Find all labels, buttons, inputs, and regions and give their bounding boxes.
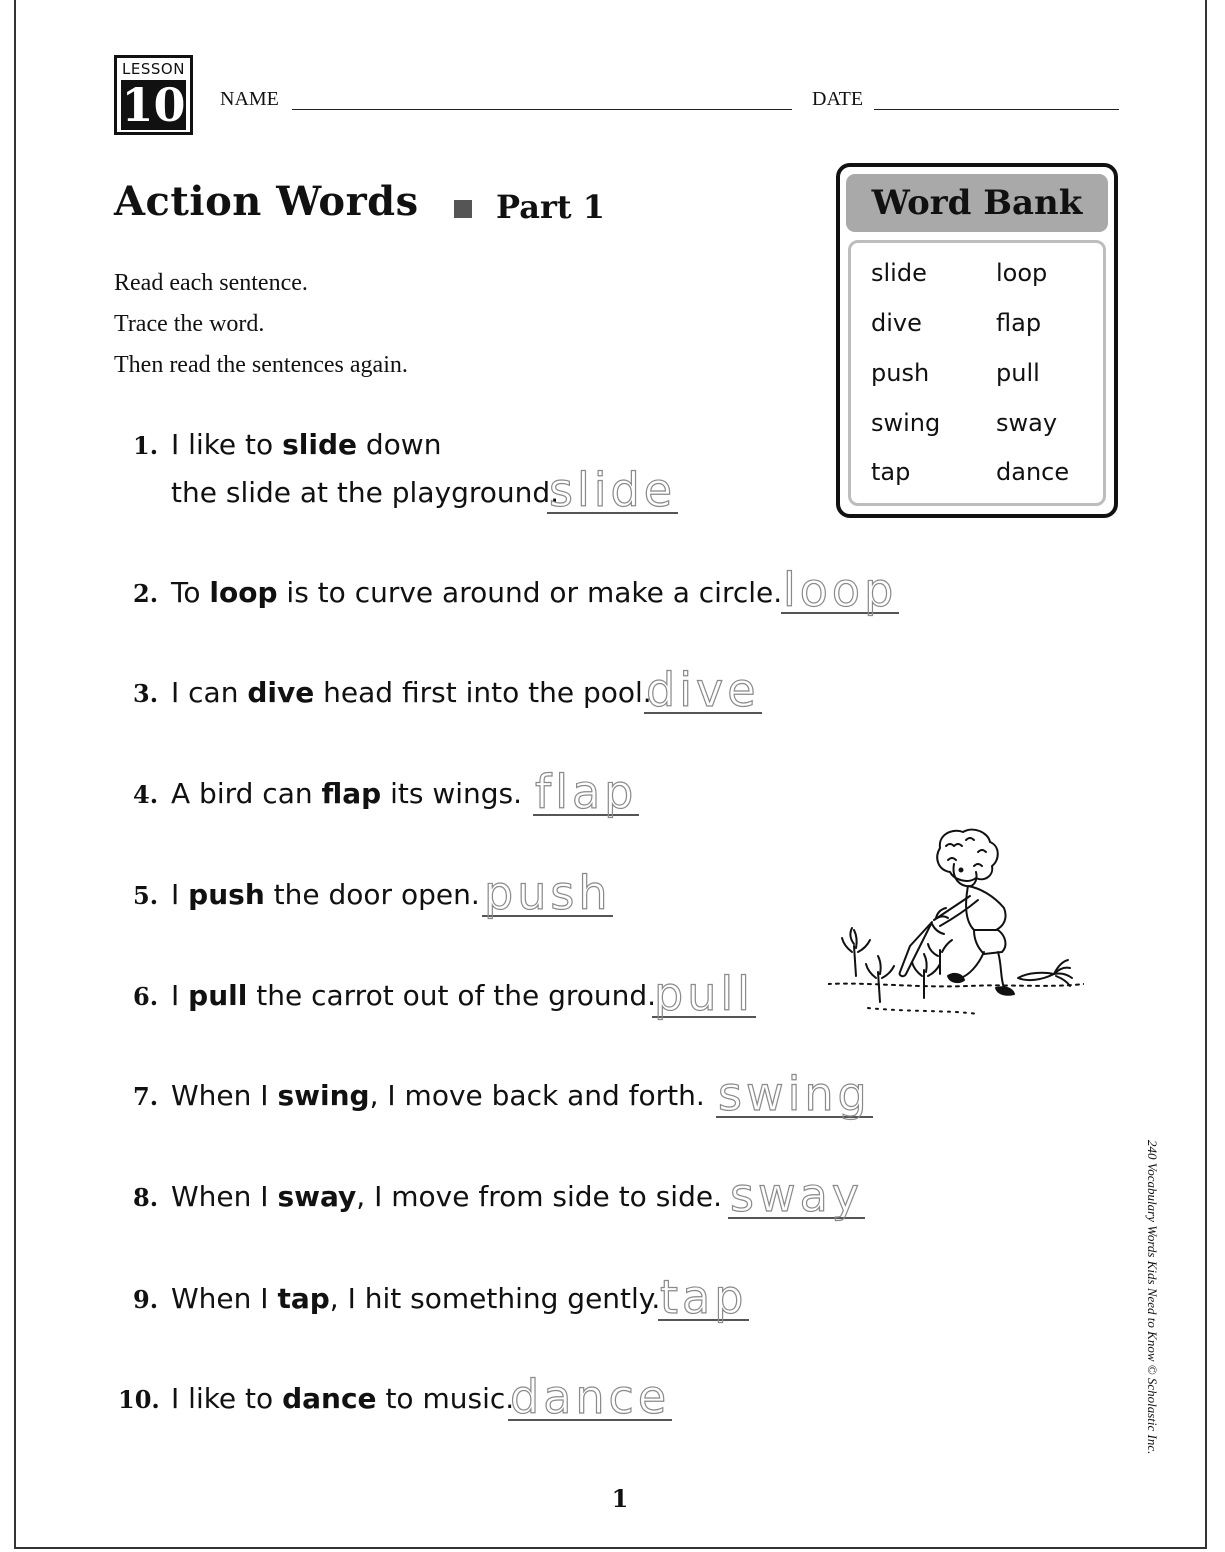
word-bank-word: pull [996,359,1040,387]
target-word: swing [277,1079,370,1112]
sentence-5 [133,878,480,911]
sentence-number: 1. [133,431,159,460]
date-label: DATE [812,88,864,110]
sentence-text: to music. [376,1382,515,1415]
sentence-10 [118,1382,514,1415]
sentence-number: 10. [118,1385,160,1414]
word-bank-list [848,240,1106,506]
word-bank-title: Word Bank [846,174,1108,232]
sentence-6 [133,979,656,1012]
target-word: push [188,878,265,911]
sentence-text: its wings. [381,777,523,810]
trace-word-field[interactable]: dive [646,663,760,717]
title-separator-square [454,200,472,218]
child-pulling-carrot-illustration [828,826,1084,1028]
trace-word-field[interactable]: tap [660,1270,748,1324]
sentence-4 [133,777,522,810]
sentence-text: A bird can [171,777,322,810]
copyright-credit: 240 Vocabulary Words Kids Need to Know © Scholastic Inc. [1145,1140,1160,1455]
page-subtitle: Part 1 [496,188,605,226]
sentence-text: , I move from side to side. [356,1180,722,1213]
target-word: pull [188,979,248,1012]
target-word: sway [277,1180,357,1213]
trace-word-field[interactable]: push [484,866,612,920]
sentence-text: To [171,576,210,609]
lesson-number: 10 [121,78,186,132]
target-word: loop [209,576,278,609]
sentence-text: , I hit something gently. [329,1282,661,1315]
target-word: slide [282,428,357,461]
word-bank-word: sway [996,409,1058,437]
sentence-number: 2. [133,579,159,608]
sentence-8 [133,1180,722,1213]
lesson-label: LESSON [122,60,185,78]
sentence-7 [133,1079,705,1112]
sentence-1-line2: the slide at the playground. [171,476,560,509]
page-number: 1 [611,1484,629,1513]
trace-word-field[interactable]: sway [730,1168,863,1222]
sentence-text: the carrot out of the ground. [247,979,657,1012]
sentence-text: I like to [171,1382,283,1415]
sentence-text: I like to [171,428,283,461]
trace-word-field[interactable]: pull [654,967,754,1021]
sentence-text: I [171,979,189,1012]
page-title: Action Words [114,178,419,225]
word-bank-word: swing [871,409,941,437]
sentence-9 [133,1282,660,1315]
instruction-line: Read each sentence. [114,270,308,296]
lesson-badge [114,55,193,135]
instruction-line: Trace the word. [114,311,265,337]
sentence-text: I [171,878,189,911]
target-word: dance [282,1382,377,1415]
sentence-number: 8. [133,1183,159,1212]
word-bank-word: dive [871,309,922,337]
word-bank-word: push [871,359,930,387]
sentence-2 [133,576,782,609]
target-word: flap [321,777,382,810]
name-label: NAME [220,88,279,110]
word-bank-word: slide [871,259,927,287]
word-bank-word: flap [996,309,1042,337]
trace-word-field[interactable]: flap [535,765,638,819]
sentence-number: 4. [133,780,159,809]
sentence-text: the door open. [264,878,480,911]
trace-word-field[interactable]: loop [783,563,898,617]
sentence-text: When I [171,1180,278,1213]
sentence-text: is to curve around or make a circle. [277,576,783,609]
sentence-number: 9. [133,1285,159,1314]
word-bank-word: dance [996,458,1070,486]
sentence-text: I can [171,676,248,709]
trace-word-field[interactable]: swing [718,1067,871,1121]
sentence-number: 7. [133,1082,159,1111]
sentence-3 [133,676,652,709]
sentence-text: head first into the pool. [314,676,652,709]
sentence-1 [133,428,441,461]
sentence-number: 5. [133,881,159,910]
target-word: dive [247,676,315,709]
name-field[interactable] [292,109,792,110]
trace-word-field[interactable]: slide [549,463,677,517]
sentence-number: 6. [133,982,159,1011]
target-word: tap [277,1282,330,1315]
date-field[interactable] [874,109,1119,110]
instruction-line: Then read the sentences again. [114,352,408,378]
trace-word-field[interactable]: dance [510,1370,671,1424]
word-bank-word: loop [996,259,1048,287]
word-bank [836,163,1118,518]
sentence-text: , I move back and forth. [369,1079,705,1112]
sentence-text: down [356,428,442,461]
word-bank-word: tap [871,458,911,486]
sentence-number: 3. [133,679,159,708]
sentence-text: When I [171,1079,278,1112]
sentence-text: When I [171,1282,278,1315]
